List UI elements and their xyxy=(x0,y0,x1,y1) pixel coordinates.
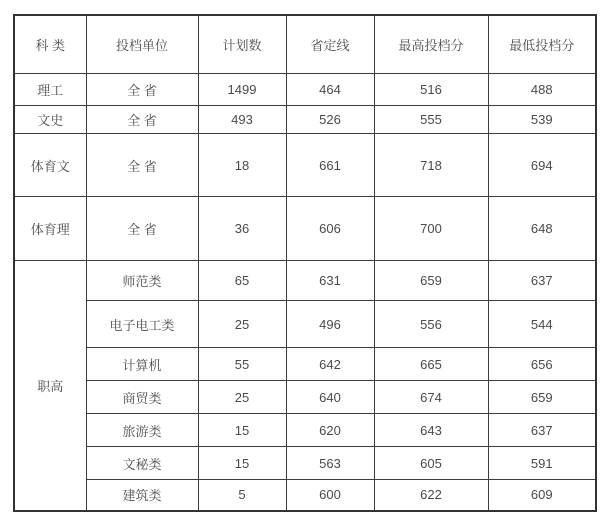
category-cell: 体育理 xyxy=(14,197,86,261)
plan-cell: 493 xyxy=(198,106,286,134)
plan-cell: 5 xyxy=(198,480,286,511)
category-cell: 体育文 xyxy=(14,134,86,197)
unit-cell: 文秘类 xyxy=(86,447,198,480)
header-unit: 投档单位 xyxy=(86,15,198,74)
lowest-cell: 488 xyxy=(488,74,596,106)
table-row xyxy=(14,301,596,348)
lowest-cell: 539 xyxy=(488,106,596,134)
province-line-cell: 496 xyxy=(286,301,374,348)
table-row xyxy=(14,74,596,106)
unit-cell: 商贸类 xyxy=(86,381,198,414)
plan-cell: 55 xyxy=(198,348,286,381)
table-row xyxy=(14,197,596,261)
unit-cell: 全 省 xyxy=(86,134,198,197)
header-plan: 计划数 xyxy=(198,15,286,74)
header-category: 科 类 xyxy=(14,15,86,74)
province-line-cell: 606 xyxy=(286,197,374,261)
unit-cell: 建筑类 xyxy=(86,480,198,511)
highest-cell: 555 xyxy=(374,106,488,134)
province-line-cell: 661 xyxy=(286,134,374,197)
highest-cell: 700 xyxy=(374,197,488,261)
plan-cell: 25 xyxy=(198,301,286,348)
table-row xyxy=(14,134,596,197)
lowest-cell: 637 xyxy=(488,414,596,447)
plan-cell: 65 xyxy=(198,261,286,301)
unit-cell: 电子电工类 xyxy=(86,301,198,348)
province-line-cell: 526 xyxy=(286,106,374,134)
province-line-cell: 563 xyxy=(286,447,374,480)
table-row xyxy=(14,261,596,301)
highest-cell: 643 xyxy=(374,414,488,447)
lowest-cell: 694 xyxy=(488,134,596,197)
table-row xyxy=(14,381,596,414)
category-cell: 文史 xyxy=(14,106,86,134)
table-row xyxy=(14,447,596,480)
lowest-cell: 609 xyxy=(488,480,596,511)
plan-cell: 25 xyxy=(198,381,286,414)
province-line-cell: 620 xyxy=(286,414,374,447)
unit-cell: 全 省 xyxy=(86,197,198,261)
header-row xyxy=(14,15,596,74)
table-row xyxy=(14,106,596,134)
province-line-cell: 640 xyxy=(286,381,374,414)
highest-cell: 665 xyxy=(374,348,488,381)
category-cell: 职高 xyxy=(14,261,86,511)
lowest-cell: 656 xyxy=(488,348,596,381)
header-province-line: 省定线 xyxy=(286,15,374,74)
province-line-cell: 631 xyxy=(286,261,374,301)
unit-cell: 师范类 xyxy=(86,261,198,301)
province-line-cell: 464 xyxy=(286,74,374,106)
highest-cell: 674 xyxy=(374,381,488,414)
table-row xyxy=(14,348,596,381)
province-line-cell: 600 xyxy=(286,480,374,511)
highest-cell: 718 xyxy=(374,134,488,197)
table-body xyxy=(14,74,596,511)
unit-cell: 全 省 xyxy=(86,74,198,106)
highest-cell: 556 xyxy=(374,301,488,348)
lowest-cell: 648 xyxy=(488,197,596,261)
plan-cell: 15 xyxy=(198,447,286,480)
unit-cell: 旅游类 xyxy=(86,414,198,447)
lowest-cell: 637 xyxy=(488,261,596,301)
table-row xyxy=(14,414,596,447)
unit-cell: 计算机 xyxy=(86,348,198,381)
plan-cell: 36 xyxy=(198,197,286,261)
header-highest: 最高投档分 xyxy=(374,15,488,74)
plan-cell: 15 xyxy=(198,414,286,447)
lowest-cell: 591 xyxy=(488,447,596,480)
plan-cell: 1499 xyxy=(198,74,286,106)
highest-cell: 622 xyxy=(374,480,488,511)
plan-cell: 18 xyxy=(198,134,286,197)
highest-cell: 516 xyxy=(374,74,488,106)
admission-scores-table xyxy=(13,14,597,512)
category-cell: 理工 xyxy=(14,74,86,106)
highest-cell: 659 xyxy=(374,261,488,301)
unit-cell: 全 省 xyxy=(86,106,198,134)
header-lowest: 最低投档分 xyxy=(488,15,596,74)
table-header xyxy=(14,15,596,74)
table-row xyxy=(14,480,596,511)
lowest-cell: 544 xyxy=(488,301,596,348)
highest-cell: 605 xyxy=(374,447,488,480)
province-line-cell: 642 xyxy=(286,348,374,381)
lowest-cell: 659 xyxy=(488,381,596,414)
